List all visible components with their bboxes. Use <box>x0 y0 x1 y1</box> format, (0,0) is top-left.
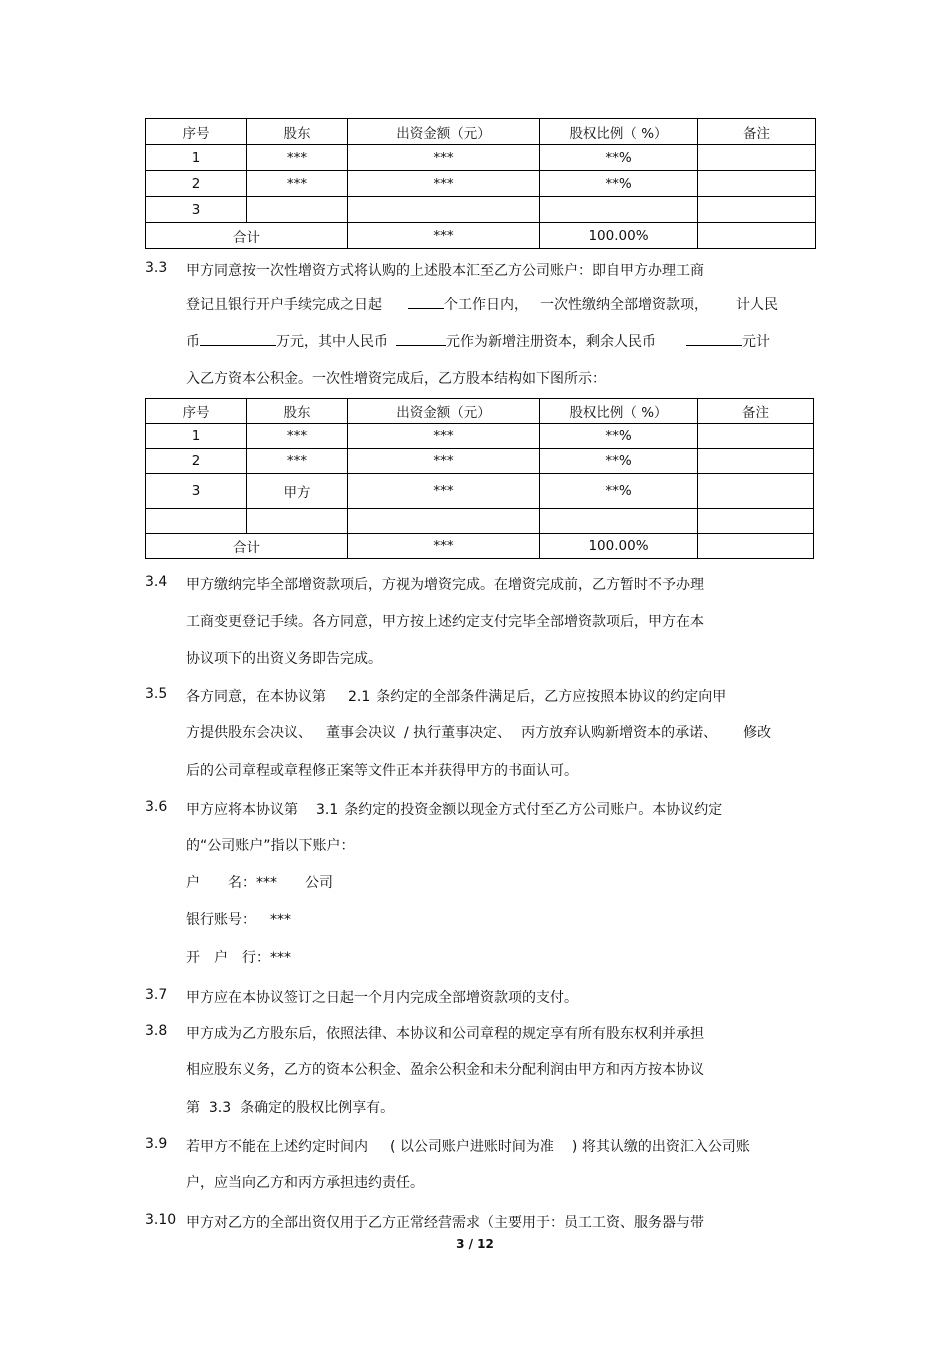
cell-remark <box>698 424 814 449</box>
table-total-row <box>146 223 816 249</box>
clause-3-6-line-1 <box>186 799 722 819</box>
total-ratio: 100.00% <box>540 223 698 249</box>
blank-registered-capital <box>396 331 446 346</box>
clause-3-9-line-1 <box>186 1136 750 1156</box>
blank-total-amount <box>200 331 276 346</box>
clause-3-9-text: ( 以公司账户进账时间为准 <box>390 1139 554 1155</box>
table-row <box>146 449 814 474</box>
clause-3-3-line-2 <box>186 294 778 314</box>
cell-seq: 2 <box>146 449 247 474</box>
cell-seq: 3 <box>146 474 247 509</box>
total-ratio: 100.00% <box>540 534 698 559</box>
header-seq: 序号 <box>146 399 247 424</box>
clause-3-5-text: 条约定的全部条件满足后，乙方应按照本协议的约定向甲 <box>376 689 727 705</box>
cell-remark <box>698 474 814 509</box>
header-shareholder: 股东 <box>247 119 348 145</box>
cell-seq <box>146 509 247 534</box>
clause-number-3-10: 3.10 <box>145 1212 177 1228</box>
page-number: 3 / 12 <box>456 1237 494 1251</box>
header-shareholder: 股东 <box>247 399 348 424</box>
clause-number-3-6: 3.6 <box>145 799 168 815</box>
cell-shareholder <box>247 197 348 223</box>
clause-3-8-line-1: 甲方成为乙方股东后，依照法律、本协议和公司章程的规定享有所有股东权利并承担 <box>186 1026 704 1042</box>
clause-3-6-text: 甲方应将本协议第 <box>186 802 298 818</box>
cell-remark <box>698 197 816 223</box>
clause-3-3-text: 登记且银行开户手续完成之日起 <box>186 297 382 313</box>
header-remark: 备注 <box>698 399 814 424</box>
clause-3-6-line-2: 的“公司账户”指以下账户： <box>186 838 355 854</box>
header-amount: 出资金额（元） <box>348 399 540 424</box>
bank-value: *** <box>270 950 291 966</box>
clause-3-5-text: 丙方放弃认购新增资本的承诺、 <box>521 725 718 741</box>
total-label: 合计 <box>146 534 348 559</box>
bank-label: 开 户 行： <box>186 950 270 966</box>
cell-ratio: **% <box>540 449 698 474</box>
clause-3-3-line-1: 甲方同意按一次性增资方式将认购的上述股本汇至乙方公司账户：即自甲方办理工商 <box>186 263 704 279</box>
clause-3-9-text: 若甲方不能在上述约定时间内 <box>186 1139 368 1155</box>
table-row <box>146 424 814 449</box>
clause-3-3-line-4: 入乙方资本公积金。一次性增资完成后，乙方股本结构如下图所示： <box>186 371 606 387</box>
clause-3-7-line-1: 甲方应在本协议签订之日起一个月内完成全部增资款项的支付。 <box>186 990 578 1006</box>
clause-3-3-text: 一次性缴纳全部增资款项， <box>540 297 708 313</box>
account-number-row <box>186 909 291 929</box>
cell-seq: 2 <box>146 171 247 197</box>
clause-3-4-line-2: 工商变更登记手续。各方同意，甲方按上述约定支付完毕全部增资款项后，甲方在本 <box>186 614 704 630</box>
clause-number-3-3: 3.3 <box>145 260 168 276</box>
table-row <box>146 509 814 534</box>
clause-3-5-line-1 <box>186 686 726 706</box>
header-remark: 备注 <box>698 119 816 145</box>
blank-capital-reserve <box>686 331 742 346</box>
cell-ratio: **% <box>540 171 698 197</box>
clause-number-3-7: 3.7 <box>145 987 168 1003</box>
clause-3-3-text: 元作为新增注册资本，剩余人民币 <box>446 334 656 350</box>
cell-ratio: **% <box>540 424 698 449</box>
header-seq: 序号 <box>146 119 247 145</box>
header-amount: 出资金额（元） <box>348 119 540 145</box>
account-name-row <box>186 872 333 892</box>
cell-amount <box>348 509 540 534</box>
clause-3-6-ref: 3.1 <box>316 802 339 818</box>
table-row <box>146 474 814 509</box>
clause-3-4-line-3: 协议项下的出资义务即告完成。 <box>186 651 382 667</box>
clause-3-5-line-3: 后的公司章程或章程修正案等文件正本并获得甲方的书面认可。 <box>186 763 578 779</box>
clause-3-4-line-1: 甲方缴纳完毕全部增资款项后，方视为增资完成。在增资完成前，乙方暂时不予办理 <box>186 577 704 593</box>
table-total-row <box>146 534 814 559</box>
header-ratio: 股权比例（ %） <box>540 399 698 424</box>
table-header-row <box>146 399 814 424</box>
clause-3-10-line-1: 甲方对乙方的全部出资仅用于乙方正常经营需求（主要用于：员工工资、服务器与带 <box>186 1215 704 1231</box>
clause-3-8-line-2: 相应股东义务，乙方的资本公积金、盈余公积金和未分配利润由甲方和丙方按本协议 <box>186 1062 704 1078</box>
account-name-label: 户 名： <box>186 875 256 891</box>
cell-amount: *** <box>348 474 540 509</box>
equity-table-before <box>145 118 816 249</box>
cell-seq: 1 <box>146 424 247 449</box>
cell-amount: *** <box>348 171 540 197</box>
clause-number-3-9: 3.9 <box>145 1136 168 1152</box>
cell-shareholder: *** <box>247 424 348 449</box>
table-header-row <box>146 119 816 145</box>
total-amount: *** <box>348 223 540 249</box>
account-name-value: *** 公司 <box>256 875 333 891</box>
total-amount: *** <box>348 534 540 559</box>
blank-days <box>408 294 444 309</box>
header-ratio: 股权比例（ %） <box>540 119 698 145</box>
cell-ratio: **% <box>540 474 698 509</box>
account-number-label: 银行账号： <box>186 912 256 928</box>
clause-3-3-text: 个工作日内， <box>444 297 528 313</box>
clause-3-5-text: 董事会决议 <box>326 725 396 741</box>
clause-3-3-text: 万元，其中人民币 <box>276 334 388 350</box>
clause-3-5-text: 修改 <box>743 725 772 741</box>
cell-remark <box>698 449 814 474</box>
clause-number-3-5: 3.5 <box>145 686 168 702</box>
clause-3-5-text: 方提供股东会决议、 <box>186 725 312 741</box>
cell-seq: 1 <box>146 145 247 171</box>
clause-number-3-4: 3.4 <box>145 574 168 590</box>
cell-remark <box>698 145 816 171</box>
clause-3-3-text: 元计 <box>742 334 770 350</box>
cell-seq: 3 <box>146 197 247 223</box>
total-remark <box>698 534 814 559</box>
bank-row <box>186 947 291 967</box>
clause-number-3-8: 3.8 <box>145 1023 168 1039</box>
clause-3-3-text: 计人民 <box>736 297 778 313</box>
clause-3-5-text: 各方同意，在本协议第 <box>186 689 326 705</box>
cell-shareholder: *** <box>247 171 348 197</box>
table-row <box>146 197 816 223</box>
table-row <box>146 171 816 197</box>
clause-3-5-ref: 2.1 <box>348 689 371 705</box>
clause-3-8-line-3: 第 3.3 条确定的股权比例享有。 <box>186 1100 395 1116</box>
cell-amount: *** <box>348 449 540 474</box>
cell-amount: *** <box>348 145 540 171</box>
clause-3-3-line-3 <box>186 331 770 351</box>
cell-ratio <box>540 197 698 223</box>
cell-amount: *** <box>348 424 540 449</box>
cell-remark <box>698 509 814 534</box>
cell-ratio <box>540 509 698 534</box>
total-label: 合计 <box>146 223 348 249</box>
clause-3-9-line-2: 户，应当向乙方和丙方承担违约责任。 <box>186 1175 424 1191</box>
clause-3-5-line-2 <box>186 722 771 742</box>
cell-shareholder: *** <box>247 145 348 171</box>
cell-amount <box>348 197 540 223</box>
clause-3-3-text: 币 <box>186 334 200 350</box>
clause-3-6-text: 条约定的投资金额以现金方式付至乙方公司账户。本协议约定 <box>344 802 723 818</box>
table-row <box>146 145 816 171</box>
total-remark <box>698 223 816 249</box>
cell-shareholder <box>247 509 348 534</box>
cell-shareholder: 甲方 <box>247 474 348 509</box>
cell-ratio: **% <box>540 145 698 171</box>
cell-shareholder: *** <box>247 449 348 474</box>
account-number-value: *** <box>270 912 291 928</box>
clause-3-9-text: ) 将其认缴的出资汇入公司账 <box>571 1139 750 1155</box>
equity-table-after <box>145 398 814 559</box>
cell-remark <box>698 171 816 197</box>
clause-3-5-text: / 执行董事决定、 <box>404 725 512 741</box>
